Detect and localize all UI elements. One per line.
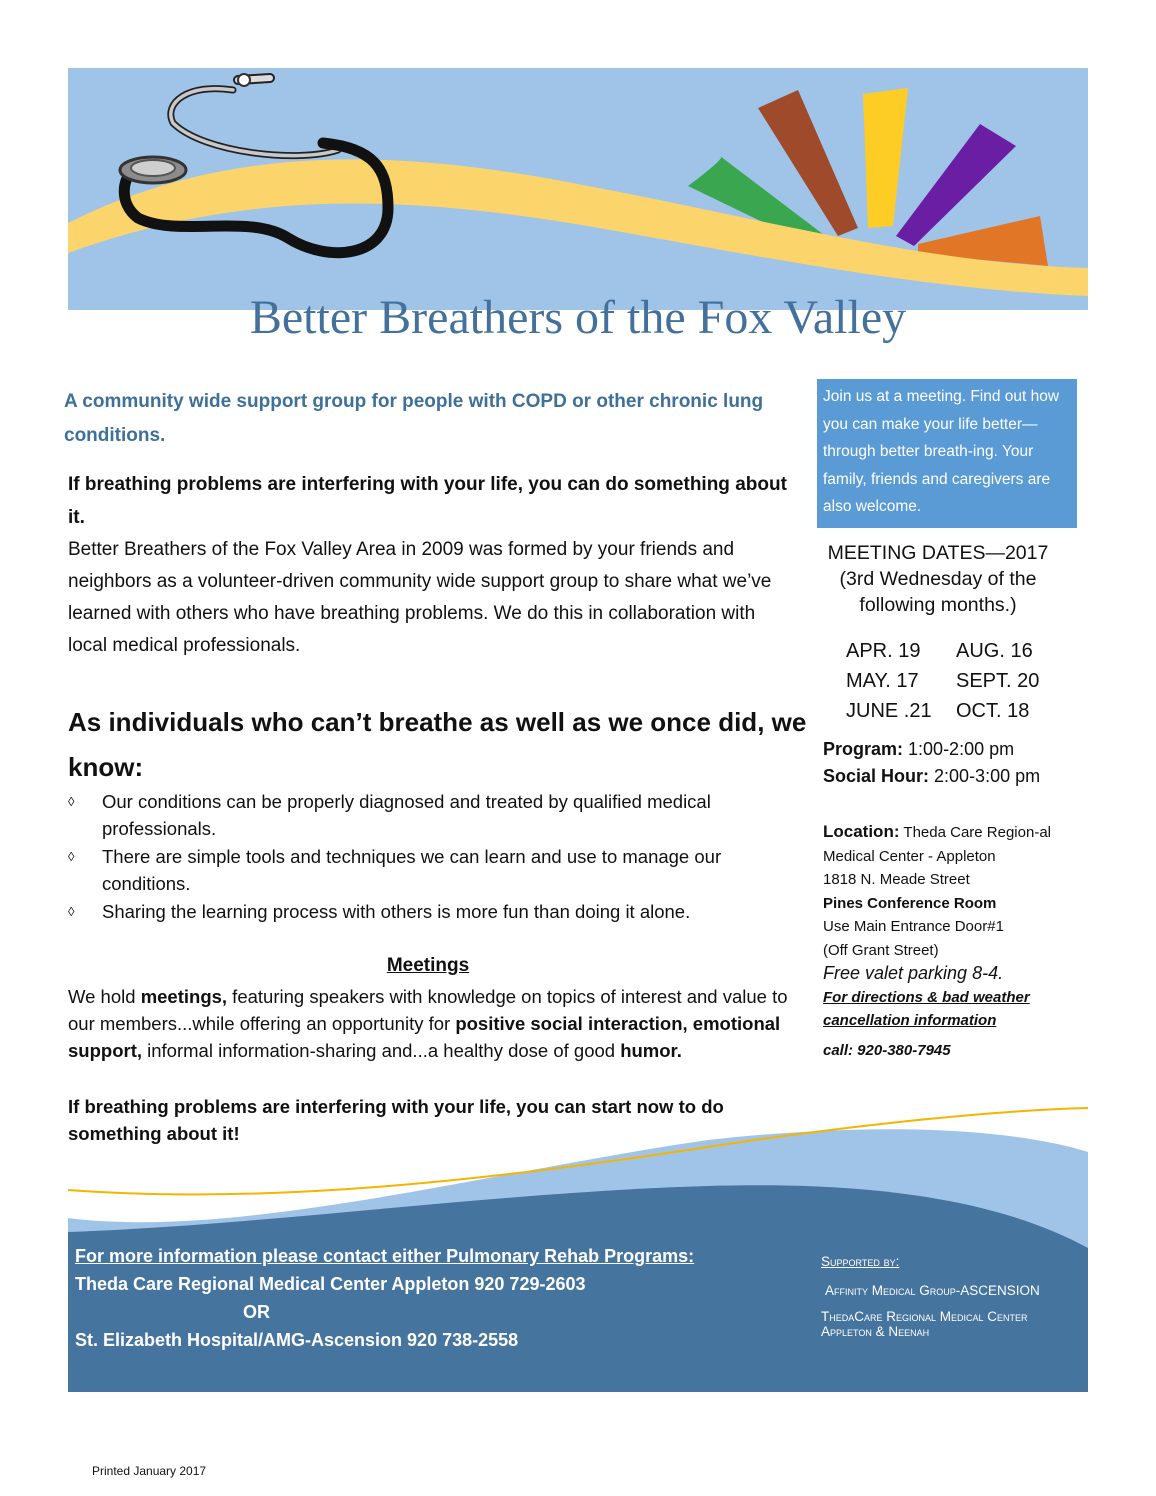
meetings-emphasis: humor. — [620, 1040, 682, 1061]
diamond-bullet-icon: ◊ — [68, 904, 75, 919]
location-room: Pines Conference Room — [823, 894, 997, 912]
location-address: 1818 N. Meade Street — [823, 871, 970, 888]
meeting-date: OCT. 18 — [956, 700, 1030, 722]
contact-line: St. Elizabeth Hospital/AMG-Ascension 920 738-2558 — [75, 1330, 519, 1350]
list-item-text: Sharing the learning process with others is more fun than doing it alone. — [102, 901, 691, 922]
meetings-emphasis: meetings, — [140, 986, 228, 1007]
meetings-text: featuring speakers with knowledge on topics of interest and value to our members...while offering an opportunity for — [68, 986, 788, 1034]
meetings-emphasis: positive social interaction, emotional support, — [68, 1013, 781, 1061]
supported-by — [821, 1254, 1081, 1350]
diamond-bullet-icon: ◊ — [68, 849, 75, 864]
footer-contact — [75, 1242, 715, 1354]
intro-heading: If breathing problems are interfering with your life, you can do something about it. — [68, 474, 787, 528]
header-banner — [68, 68, 1088, 310]
location-entrance: Use Main Entrance Door#1 — [823, 918, 1004, 935]
supporter: Affinity Medical Group-ASCENSION — [825, 1283, 1040, 1298]
meetings-paragraph — [68, 983, 798, 1064]
supported-by-title: Supported by: — [821, 1254, 900, 1269]
list-item — [68, 788, 788, 842]
list-item — [68, 843, 788, 897]
contact-or: OR — [243, 1302, 270, 1322]
diamond-bullet-icon: ◊ — [68, 794, 75, 809]
phone-number: call: 920-380-7945 — [823, 1041, 951, 1059]
social-hour-label: Social Hour: — [823, 766, 930, 786]
meetings-text: informal information-sharing and...a healthy dose of good — [142, 1040, 621, 1061]
meeting-date: SEPT. 20 — [956, 670, 1040, 692]
social-hour-row — [823, 763, 1093, 790]
meeting-dates-title: MEETING DATES—2017 — [827, 542, 1049, 564]
directions-link[interactable]: For directions & bad weather cancellation information — [823, 988, 1030, 1029]
parking-note: Free valet parking 8-4. — [823, 963, 1004, 983]
location-venue: Theda Care Region-al Medical Center - Appleton — [823, 824, 1051, 865]
date-row — [846, 636, 1066, 666]
schedule — [823, 736, 1093, 790]
list-item-text: Our conditions can be properly diagnosed and treated by qualified medical professionals. — [102, 791, 711, 839]
meetings-heading: Meetings — [386, 955, 470, 976]
meeting-date: APR. 19 — [846, 640, 921, 662]
meeting-dates-grid — [846, 636, 1066, 726]
meeting-date: AUG. 16 — [956, 640, 1033, 662]
tagline: A community wide support group for people with COPD or other chronic lung conditions. — [64, 391, 764, 446]
meetings-text: We hold — [68, 986, 141, 1007]
location-block — [823, 820, 1088, 1062]
printed-date: Printed January 2017 — [92, 1464, 207, 1478]
program-time-row — [823, 736, 1093, 763]
list-item — [68, 898, 788, 925]
supporter: ThedaCare Regional Medical Center Appleton & Neenah — [821, 1309, 1028, 1339]
closing-statement: If breathing problems are interfering with your life, you can start now to do something about it! — [68, 1096, 724, 1144]
join-callout: Join us at a meeting. Find out how you can make your life better—through better breath-ing. Your family, friends and caregivers are also welcome. — [817, 379, 1077, 528]
meeting-dates-heading — [810, 540, 1066, 618]
location-street: (Off Grant Street) — [823, 941, 939, 959]
contact-line: Theda Care Regional Medical Center Appleton 920 729-2603 — [75, 1274, 586, 1294]
meeting-date: MAY. 17 — [846, 670, 919, 692]
program-label: Program: — [823, 739, 904, 759]
page-title: Better Breathers of the Fox Valley — [249, 291, 907, 344]
date-row — [846, 696, 1066, 726]
contact-title: For more information please contact either Pulmonary Rehab Programs: — [75, 1246, 695, 1266]
social-hour-time: 2:00-3:00 pm — [934, 766, 1041, 786]
meeting-dates-subtitle: (3rd Wednesday of the following months.) — [839, 568, 1037, 616]
location-line — [823, 820, 1088, 868]
location-label: Location: — [823, 822, 900, 841]
date-row — [846, 666, 1066, 696]
intro-paragraph: Better Breathers of the Fox Valley Area in 2009 was formed by your friends and neighbors as a volunteer-driven community wide support group to share what we’ve learned with others who have breathing problems. We do this in collaboration with local medical professionals. — [68, 539, 772, 656]
section-heading: As individuals who can’t breathe as well as we once did, we know: — [68, 707, 807, 782]
meeting-date: JUNE .21 — [846, 700, 932, 722]
knowledge-list — [68, 788, 788, 926]
program-time: 1:00-2:00 pm — [908, 739, 1015, 759]
list-item-text: There are simple tools and techniques we can learn and use to manage our conditions. — [102, 846, 722, 894]
